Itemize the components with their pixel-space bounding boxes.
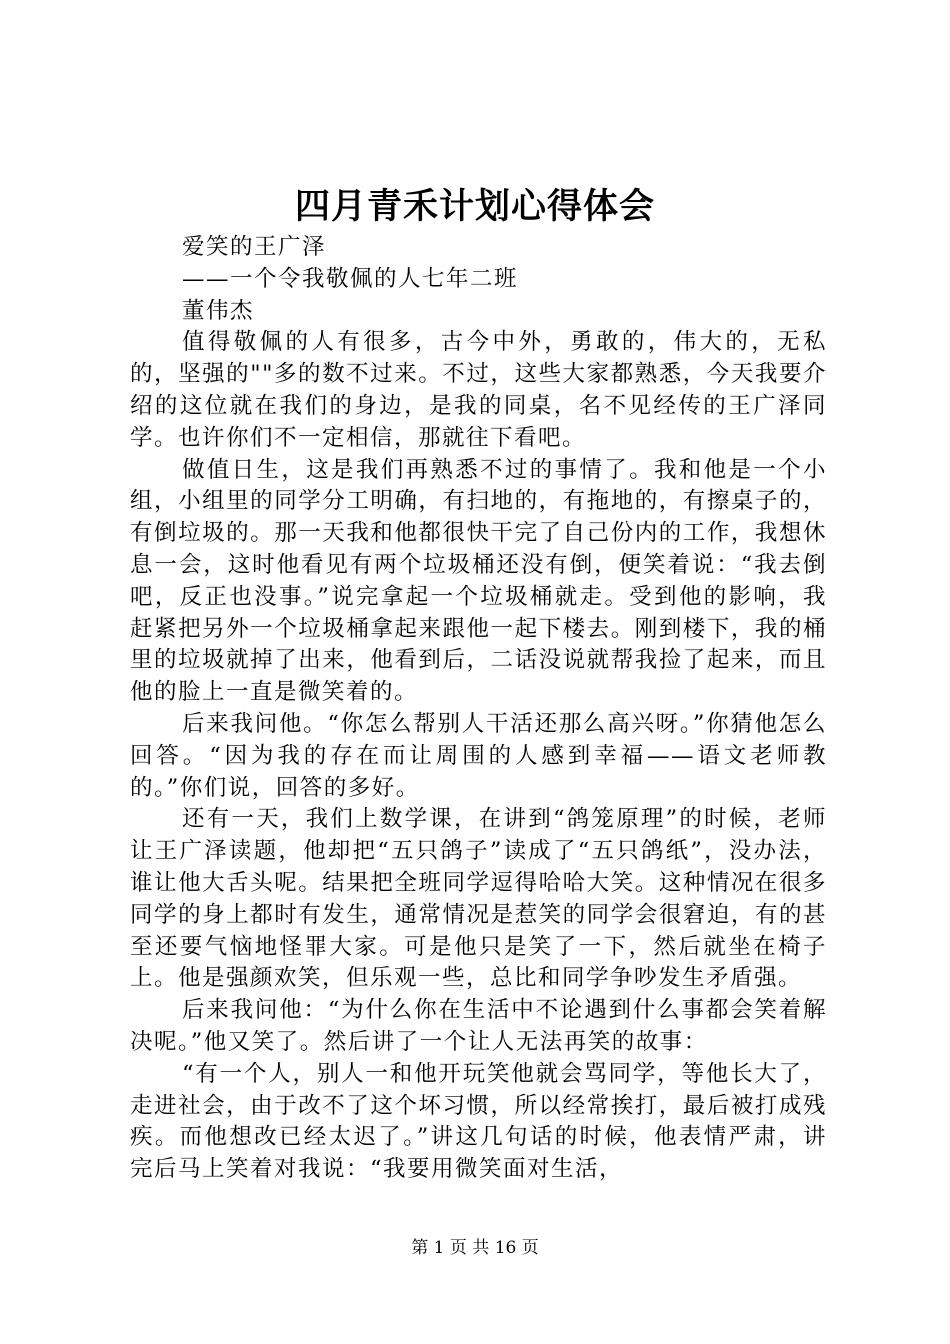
paragraph: 后来我问他：“为什么你在生活中不论遇到什么事都会笑着解决呢。”他又笑了。然后讲了一个让人无法再笑的故事： <box>130 997 827 1055</box>
paragraph: “有一个人，别人一和他开玩笑他就会骂同学，等他长大了，走进社会，由于改不了这个坏习惯，所以经常挨打，最后被打成残疾。而他想改已经太迟了。”讲这几句话的时候，他表情严肃，讲完后马上笑着对我说：“我要用微笑面对生活， <box>130 1060 827 1183</box>
document-title: 四月青禾计划心得体会 <box>294 187 655 227</box>
paragraph: 后来我问他。“你怎么帮别人干活还那么高兴呀。”你猜他怎么回答。“因为我的存在而让周围的人感到幸福——语文老师教的。”你们说，回答的多好。 <box>130 710 827 801</box>
page-number-footer: 第 1 页 共 16 页 <box>411 1238 539 1258</box>
document-body <box>130 232 827 1186</box>
paragraph: 爱笑的王广泽 <box>182 234 327 260</box>
paragraph: 还有一天，我们上数学课，在讲到“鸽笼原理”的时候，老师让王广泽读题，他却把“五只鸽子”读成了“五只鸽纸”，没办法，谁让他大舌头呢。结果把全班同学逗得哈哈大笑。这种情况在很多同学的身上都时有发生，通常情况是惹笑的同学会很窘迫，有的甚至还要气恼地怪罪大家。可是他只是笑了一下，然后就坐在椅子上。他是强颜欢笑，但乐观一些，总比和同学争吵发生矛盾强。 <box>130 806 827 992</box>
paragraph: 做值日生，这是我们再熟悉不过的事情了。我和他是一个小组，小组里的同学分工明确，有扫地的，有拖地的，有擦桌子的，有倒垃圾的。那一天我和他都很快干完了自己份内的工作，我想休息一会，这时他看见有两个垃圾桶还没有倒，便笑着说：“我去倒吧，反正也没事。”说完拿起一个垃圾桶就走。受到他的影响，我赶紧把另外一个垃圾桶拿起来跟他一起下楼去。刚到楼下，我的桶里的垃圾就掉了出来，他看到后，二话没说就帮我捡了起来，而且他的脸上一直是微笑着的。 <box>130 456 827 706</box>
paragraph: 董伟杰 <box>182 297 255 324</box>
paragraph: 值得敬佩的人有很多，古今中外，勇敢的，伟大的，无私的，坚强的""多的数不过来。不过，这些大家都熟悉，今天我要介绍的这位就在我们的身边，是我的同桌，名不见经传的王广泽同学。也许你们不一定相信，那就往下看吧。 <box>130 329 827 451</box>
paragraph: ——一个令我敬佩的人七年二班 <box>182 265 519 292</box>
